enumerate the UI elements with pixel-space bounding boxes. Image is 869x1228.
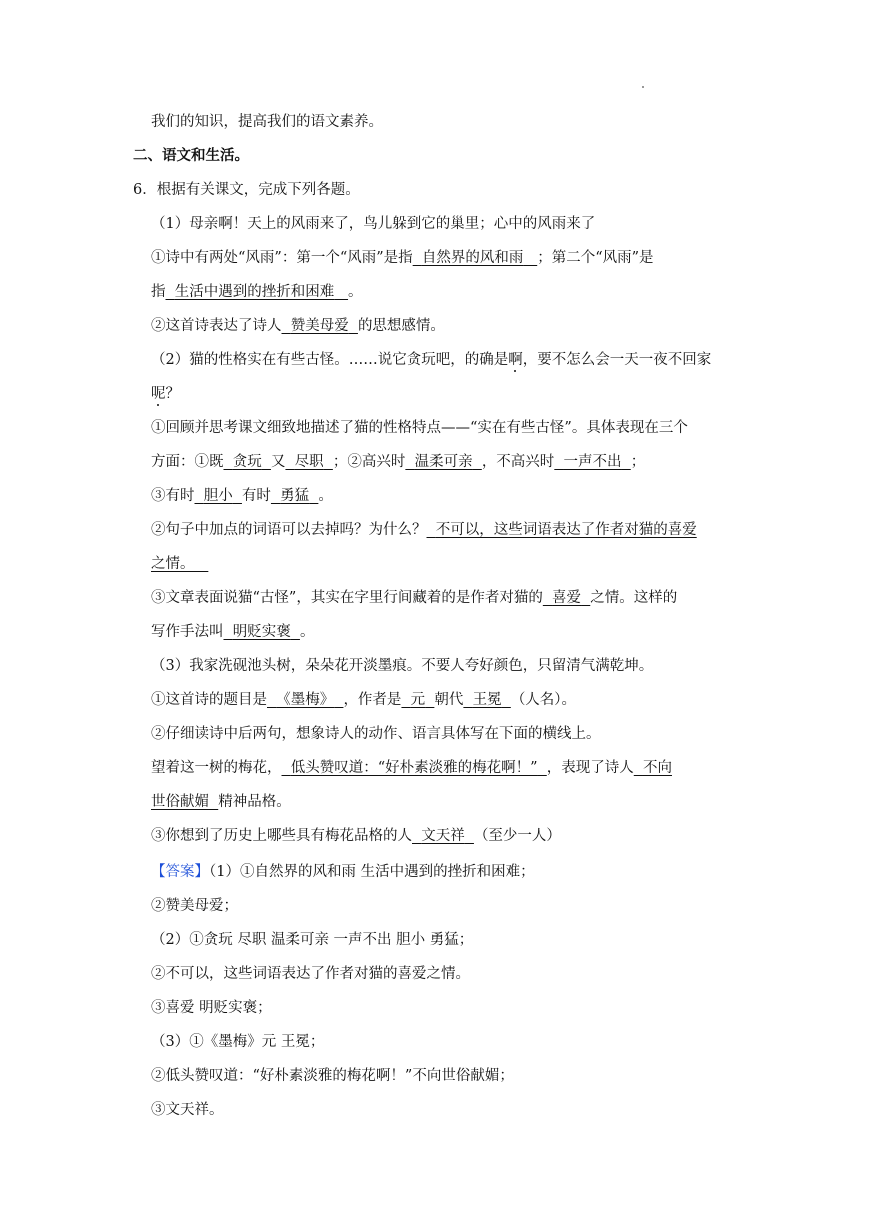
p3-q3 <box>151 825 561 847</box>
answer-line-7: ②低头赞叹道：“好朴素淡雅的梅花啊！”不向世俗献媚； <box>151 1068 514 1084</box>
p3-q2-line2 <box>151 791 291 813</box>
question-stem-text: 根据有关课文，完成下列各题。 <box>156 182 360 198</box>
text: （至少一人） <box>473 828 561 844</box>
answer-blank <box>463 692 510 708</box>
p2-q3-line2 <box>151 621 314 643</box>
p2-label: （2） <box>151 352 190 368</box>
blank-text: 文天祥 <box>421 828 465 844</box>
answer-blank <box>413 250 538 266</box>
p1-poem <box>151 213 595 235</box>
answer-blank <box>224 454 271 470</box>
p1-q1-line1 <box>151 247 654 269</box>
text: ③文章表面说猫“古怪”，其实在字里行间藏着的是作者对猫的 <box>151 590 543 606</box>
section-title: 二、语文和生活。 <box>133 147 249 164</box>
text: ，不高兴时 <box>481 454 555 470</box>
p2-q1-line3 <box>151 485 333 507</box>
answer-blank <box>282 760 547 776</box>
answer-blank <box>405 454 481 470</box>
p3-q2-line1 <box>151 757 672 779</box>
answer-blank <box>151 556 208 572</box>
answer-blank <box>427 522 697 538</box>
p2-passage-line1 <box>151 349 711 371</box>
dotted-word: 啊 <box>508 352 523 368</box>
blank-text: 生活中遇到的挫折和困难 <box>174 284 335 300</box>
blank-text: 胆小 <box>203 488 233 504</box>
p1-q2-tail: 的思想感情。 <box>357 318 445 334</box>
answer-blank <box>543 590 590 606</box>
blank-text: 世俗献媚 <box>151 794 209 810</box>
text: ②句子中加点的词语可以去掉吗？为什么？ <box>151 522 427 538</box>
p1-q1-mid: ；第二个“风雨”是 <box>537 250 654 266</box>
p1-label: （1） <box>151 216 190 232</box>
blank-text: 勇猛 <box>280 488 310 504</box>
p2-q1-line2 <box>151 451 645 473</box>
answer-blank <box>285 454 332 470</box>
p3-label: （3） <box>151 658 190 674</box>
p1-q1-word: 指 <box>151 284 166 300</box>
text: 方面：①既 <box>151 454 224 470</box>
punct: 。 <box>318 488 333 504</box>
text: 朝代 <box>434 692 464 708</box>
punct: ？ <box>165 386 180 402</box>
text: ，作者是 <box>343 692 402 708</box>
blank-text: 喜爱 <box>552 590 582 606</box>
blank-text: 《墨梅》 <box>276 692 335 708</box>
answer-line-6: （3）①《墨梅》元 王冕； <box>151 1034 325 1050</box>
text: 有时 <box>241 488 271 504</box>
p1-text: 母亲啊！天上的风雨来了，鸟儿躲到它的巢里；心中的风雨来了 <box>189 216 596 232</box>
blank-text: 温柔可亲 <box>414 454 473 470</box>
blank-text: 赞美母爱 <box>290 318 349 334</box>
p3-text: 我家洗砚池头树，朵朵花开淡墨痕。不要人夸好颜色，只留清气满乾坤。 <box>189 658 654 674</box>
blank-text: 不向 <box>642 760 672 776</box>
text: 写作手法叫 <box>151 624 224 640</box>
text: 又 <box>270 454 286 470</box>
blank-text: 自然界的风和雨 <box>421 250 524 266</box>
blank-text: 贪玩 <box>232 454 262 470</box>
text: （人名）。 <box>510 692 577 708</box>
answer-blank <box>224 624 300 640</box>
p3-q1 <box>151 689 576 711</box>
punct: ； <box>630 454 646 470</box>
punct: 。 <box>299 624 315 640</box>
blank-text: 王冕 <box>472 692 502 708</box>
p2-q2-line1 <box>151 519 697 541</box>
p2-q2-line2 <box>151 553 208 575</box>
p3-poem <box>151 655 653 677</box>
answer-blank <box>554 454 630 470</box>
text: 望着这一树的梅花， <box>151 760 282 776</box>
answer-blank <box>634 760 672 776</box>
answer-blank <box>195 488 242 504</box>
text: ，表现了诗人 <box>546 760 634 776</box>
text: 精神品格。 <box>218 794 291 810</box>
p2-passage-line2 <box>151 383 180 405</box>
answer-line-3: （2）①贪玩 尽职 温柔可亲 一声不出 胆小 勇猛； <box>151 932 474 948</box>
answer-line-1 <box>151 861 535 883</box>
answer-tag: 【答案】 <box>151 864 209 880</box>
text: ③有时 <box>151 488 195 504</box>
question-number: 6． <box>133 182 157 198</box>
blank-text: 元 <box>410 692 426 708</box>
answer-blank <box>282 318 358 334</box>
answer-line-8: ③文天祥。 <box>151 1102 224 1118</box>
blank-text: 之情。 <box>151 556 195 572</box>
p2-text-b: ，要不怎么会一天一夜不回家 <box>522 352 712 368</box>
answer-blank <box>412 828 474 844</box>
answer-blank <box>151 794 218 810</box>
blank-text: 不可以，这些词语表达了作者对猫的喜爱 <box>435 522 697 538</box>
p1-q2-prompt: ②这首诗表达了诗人 <box>151 318 282 334</box>
blank-text: 明贬实褒 <box>232 624 291 640</box>
text: ①这首诗的题目是 <box>151 692 267 708</box>
scan-dot <box>642 86 644 88</box>
answer-line-2: ②赞美母爱； <box>151 898 238 914</box>
p1-q2 <box>151 315 445 337</box>
dotted-word: 呢 <box>151 386 166 402</box>
answer-blank <box>271 488 318 504</box>
blank-text: 尽职 <box>294 454 324 470</box>
answer-line-4: ②不可以，这些词语表达了作者对猫的喜爱之情。 <box>151 966 470 982</box>
answer-text: （1）①自然界的风和雨 生活中遇到的挫折和困难； <box>209 864 535 880</box>
p2-text-a: 猫的性格实在有些古怪。……说它贪玩吧，的确是 <box>189 352 509 368</box>
p2-q3-line1 <box>151 587 677 609</box>
p3-q2-prompt: ②仔细读诗中后两句，想象诗人的动作、语言具体写在下面的横线上。 <box>151 726 601 742</box>
answer-line-5: ③喜爱 明贬实褒； <box>151 1000 272 1016</box>
text: 之情。这样的 <box>590 590 678 606</box>
question-stem <box>133 179 360 201</box>
p1-q1-prompt: ①诗中有两处“风雨”：第一个“风雨”是指 <box>151 250 413 266</box>
punct: 。 <box>348 284 363 300</box>
answer-blank <box>267 692 343 708</box>
p2-q1-line1: ①回顾并思考课文细致地描述了猫的性格特点——“实在有些古怪”。具体表现在三个 <box>151 420 688 436</box>
answer-blank <box>166 284 349 300</box>
text: ③你想到了历史上哪些具有梅花品格的人 <box>151 828 412 844</box>
blank-text: 低头赞叹道：“好朴素淡雅的梅花啊！” <box>290 760 538 776</box>
text: ；②高兴时 <box>332 454 406 470</box>
answer-blank <box>401 692 434 708</box>
intro-tail: 我们的知识，提高我们的语文素养。 <box>151 114 383 130</box>
blank-text: 一声不出 <box>563 454 622 470</box>
p1-q1-line2 <box>151 281 363 303</box>
